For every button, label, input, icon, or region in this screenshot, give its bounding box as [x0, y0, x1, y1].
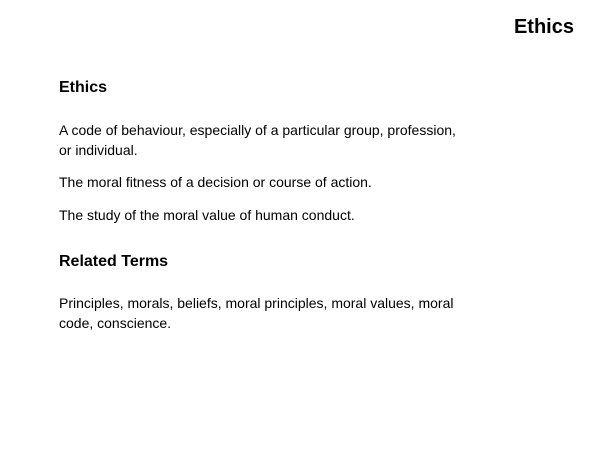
- section-heading-related-terms: Related Terms: [59, 253, 169, 270]
- document-body: [59, 78, 459, 333]
- definition-paragraph-3: The study of the moral value of human conduct.: [59, 207, 355, 223]
- page-title: Ethics: [513, 16, 574, 38]
- definition-paragraph-2: The moral fitness of a decision or course of action.: [59, 174, 372, 190]
- section-heading-ethics: Ethics: [59, 79, 108, 96]
- related-terms-paragraph: Principles, morals, beliefs, moral principles, moral values, moral code, conscience.: [59, 295, 454, 331]
- definition-paragraph-1: A code of behaviour, especially of a particular group, profession, or individual.: [59, 122, 456, 158]
